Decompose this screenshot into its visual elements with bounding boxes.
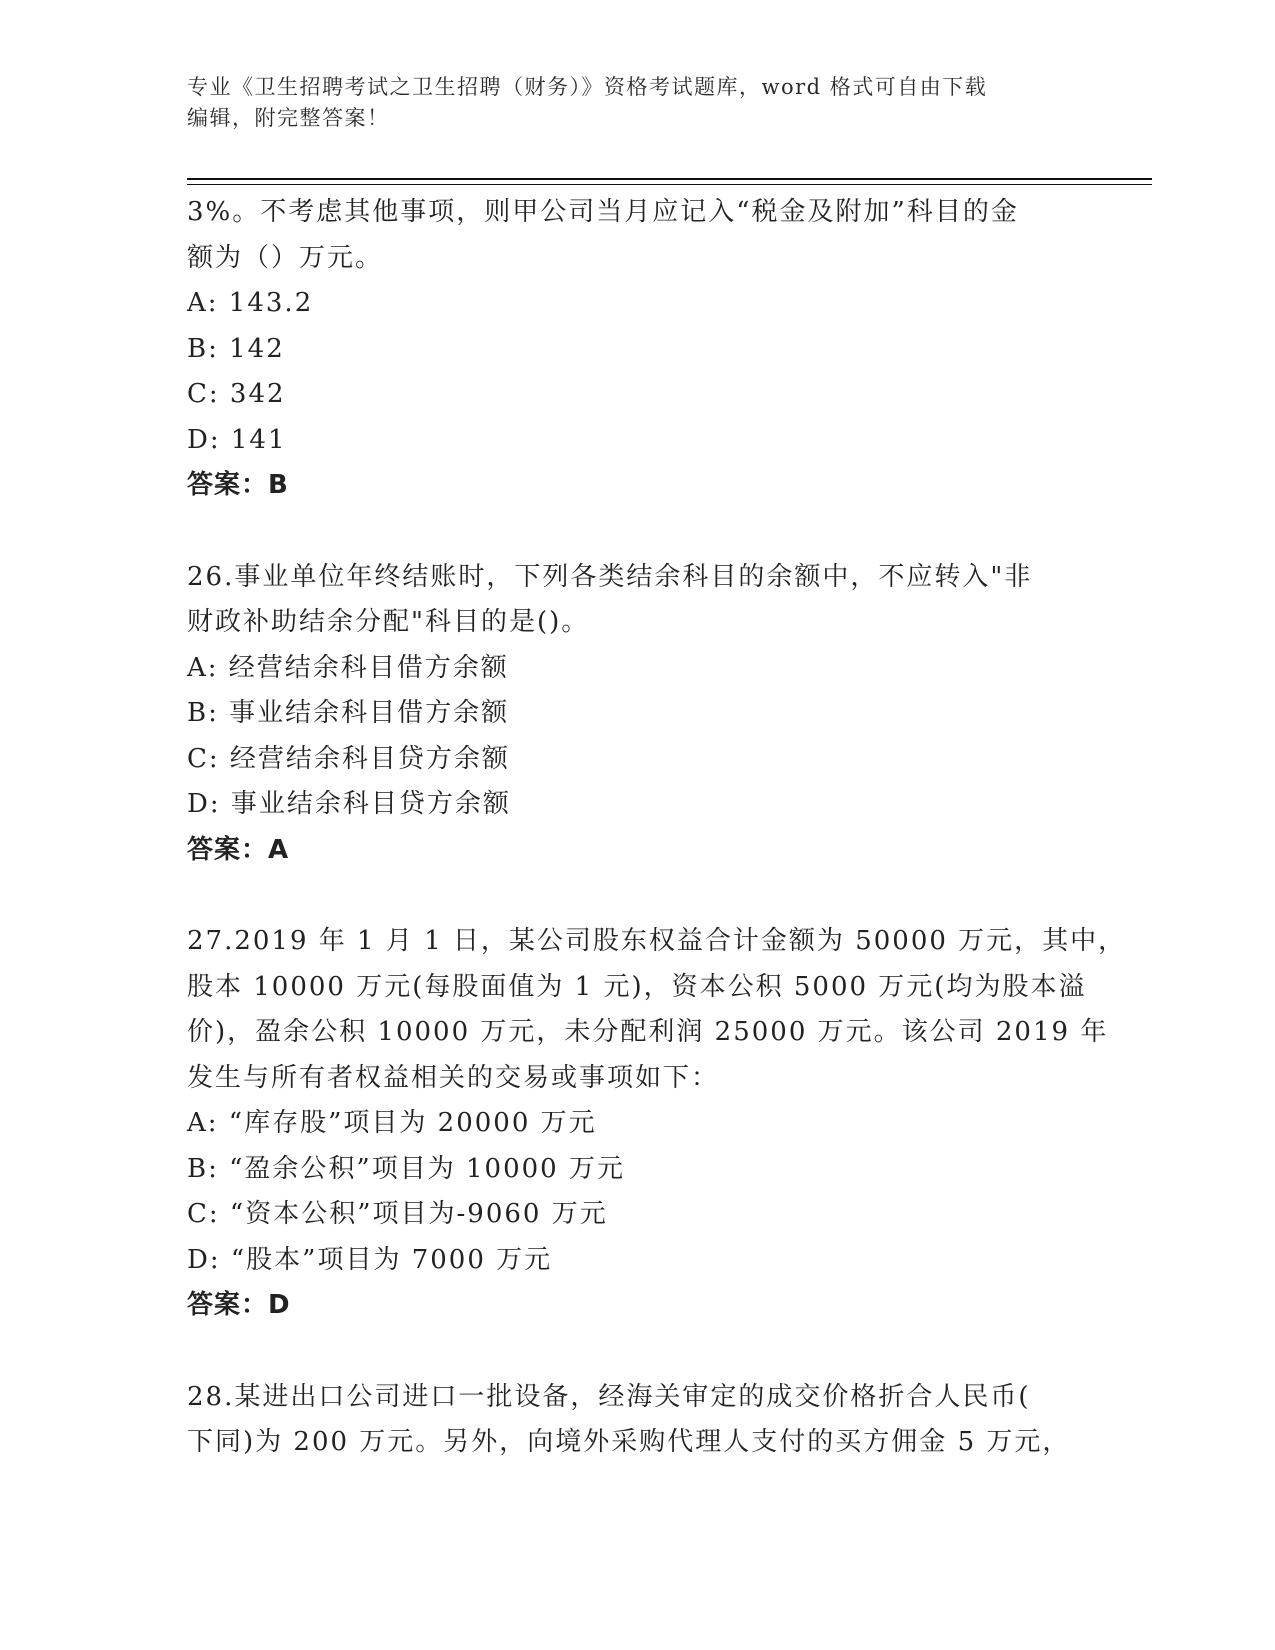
question-stem-line: 财政补助结余分配"科目的是()。	[187, 607, 590, 637]
question-27	[187, 919, 1127, 1329]
question-stem-line: 价)，盈余公积 10000 万元，未分配利润 25000 万元。该公司 2019 年	[187, 1017, 1109, 1047]
option-c: C: 经营结余科目贷方余额	[187, 743, 510, 774]
option-c: C: “资本公积”项目为-9060 万元	[187, 1199, 608, 1229]
answer-label: 答案：D	[187, 1290, 291, 1320]
document-header	[187, 72, 1087, 134]
question-26	[187, 555, 1087, 874]
question-stem-line: 28.某进出口公司进口一批设备，经海关审定的成交价格折合人民币(	[187, 1381, 1031, 1412]
question-stem-line: 发生与所有者权益相关的交易或事项如下：	[187, 1062, 720, 1093]
question-stem-line: 26.事业单位年终结账时，下列各类结余科目的余额中，不应转入"非	[187, 561, 1033, 592]
option-a: A: 143.2	[187, 288, 314, 318]
option-b: B: “盈余公积”项目为 10000 万元	[187, 1153, 625, 1184]
question-spacer	[187, 873, 1087, 919]
option-a: A: “库存股”项目为 20000 万元	[187, 1108, 597, 1138]
question-spacer	[187, 509, 1087, 555]
option-a: A: 经营结余科目借方余额	[187, 652, 509, 683]
option-d: D: “股本”项目为 7000 万元	[187, 1244, 553, 1275]
answer-label: 答案：A	[187, 834, 290, 865]
question-stem-line: 3%。不考虑其他事项，则甲公司当月应记入“税金及附加”科目的金	[187, 197, 1019, 227]
question-stem-line: 股本 10000 万元(每股面值为 1 元)，资本公积 5000 万元(均为股本溢	[187, 971, 1087, 1002]
header-rule-thick	[187, 178, 1152, 180]
option-d: D: 事业结余科目贷方余额	[187, 789, 511, 819]
option-b: B: 事业结余科目借方余额	[187, 698, 510, 728]
option-b: B: 142	[187, 333, 285, 364]
question-content	[187, 190, 1127, 1466]
header-line-2: 编辑，附完整答案！	[187, 106, 390, 130]
header-line-1: 专业《卫生招聘考试之卫生招聘（财务）》资格考试题库，word 格式可自由下载	[187, 75, 988, 99]
option-c: C: 342	[187, 379, 286, 409]
question-stem-line: 额为（）万元。	[187, 242, 384, 273]
header-rule-thin	[187, 184, 1152, 185]
question-stem-line: 下同)为 200 万元。另外，向境外采购代理人支付的买方佣金 5 万元，	[187, 1427, 1071, 1457]
question-25	[187, 190, 1087, 509]
question-stem-line: 27.2019 年 1 月 1 日，某公司股东权益合计金额为 50000 万元，其中，	[187, 926, 1127, 956]
question-spacer	[187, 1329, 1087, 1375]
question-28	[187, 1375, 1087, 1466]
answer-label: 答案：B	[187, 470, 289, 500]
option-d: D: 141	[187, 424, 287, 455]
